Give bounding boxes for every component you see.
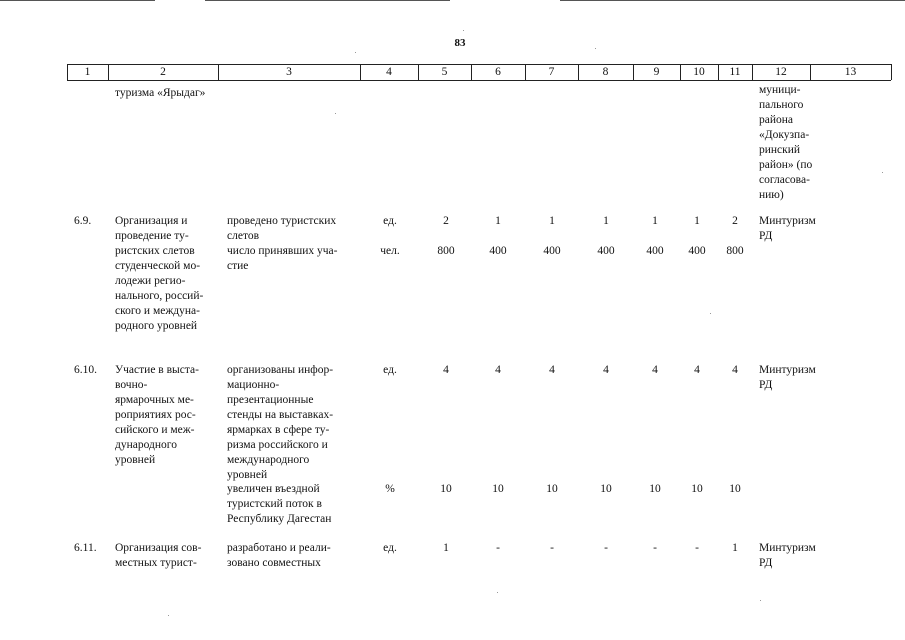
indicator-text-line: слетов bbox=[227, 230, 260, 242]
executor-line: РД bbox=[759, 379, 773, 391]
event-name-line: местных турист- bbox=[115, 557, 197, 569]
year-value-cell: 1 bbox=[443, 542, 449, 554]
year-value-cell: 4 bbox=[495, 364, 501, 376]
unit-cell: ед. bbox=[383, 215, 397, 227]
executor-line: Минтуризм bbox=[759, 542, 816, 554]
unit-cell: ед. bbox=[383, 364, 397, 376]
year-value-cell: - bbox=[653, 542, 657, 554]
header-column-number: 12 bbox=[775, 66, 787, 78]
indicator-text-line: число принявших уча- bbox=[227, 245, 338, 257]
indicator-text-line: ризма российского и bbox=[227, 439, 328, 451]
header-column-number: 10 bbox=[693, 66, 705, 78]
year-value-cell: 10 bbox=[546, 483, 558, 495]
event-name-line: сийского и меж- bbox=[115, 424, 195, 436]
header-column-divider bbox=[891, 64, 892, 80]
year-value-cell: 1 bbox=[603, 215, 609, 227]
indicator-text-line: стенды на выставках- bbox=[227, 409, 334, 421]
indicator-text-line: зовано совместных bbox=[227, 557, 321, 569]
continuation-executor-line: район» (по bbox=[759, 159, 813, 171]
event-name-line: ристских слетов bbox=[115, 245, 195, 257]
continuation-event-name: туризма «Ярыдаг» bbox=[115, 87, 206, 99]
row-number: 6.9. bbox=[74, 215, 92, 227]
year-value-cell: 10 bbox=[492, 483, 504, 495]
header-column-number: 11 bbox=[729, 66, 741, 78]
indicator-text-line: стие bbox=[227, 260, 249, 272]
top-rule-left bbox=[0, 0, 155, 1]
year-value-cell: - bbox=[695, 542, 699, 554]
scan-speck bbox=[882, 172, 883, 173]
executor-line: РД bbox=[759, 230, 773, 242]
row-number: 6.10. bbox=[74, 364, 97, 376]
header-column-number: 4 bbox=[386, 66, 392, 78]
event-name-line: Участие в выста- bbox=[115, 364, 199, 376]
year-value-cell: 4 bbox=[652, 364, 658, 376]
scan-speck bbox=[335, 113, 336, 114]
header-column-number: 2 bbox=[160, 66, 166, 78]
executor-line: Минтуризм bbox=[759, 364, 816, 376]
scan-speck bbox=[168, 615, 169, 616]
year-value-cell: 4 bbox=[603, 364, 609, 376]
year-value-cell: 1 bbox=[694, 215, 700, 227]
executor-line: РД bbox=[759, 557, 773, 569]
indicator-text-line: международного bbox=[227, 454, 310, 466]
year-value-cell: 1 bbox=[732, 542, 738, 554]
year-value-cell: 400 bbox=[489, 245, 507, 257]
page-number: 83 bbox=[454, 37, 466, 49]
year-value-cell: 2 bbox=[732, 215, 738, 227]
scan-speck bbox=[710, 313, 711, 314]
header-column-number: 1 bbox=[84, 66, 91, 78]
year-value-cell: 400 bbox=[543, 245, 561, 257]
top-rule-right bbox=[560, 0, 905, 1]
continuation-executor-line: муници- bbox=[759, 84, 801, 96]
event-name-line: уровней bbox=[115, 454, 156, 466]
continuation-executor-line: района bbox=[759, 114, 794, 126]
year-value-cell: 800 bbox=[437, 245, 455, 257]
scan-speck bbox=[760, 600, 761, 601]
event-name-line: нального, россий- bbox=[115, 290, 204, 302]
year-value-cell: 1 bbox=[495, 215, 501, 227]
continuation-executor-line: ринский bbox=[759, 144, 801, 156]
year-value-cell: 4 bbox=[549, 364, 555, 376]
indicator-text-line: уровней bbox=[227, 469, 268, 481]
year-value-cell: 400 bbox=[597, 245, 615, 257]
year-value-cell: 4 bbox=[443, 364, 449, 376]
unit-cell: чел. bbox=[380, 245, 400, 257]
unit-cell: % bbox=[385, 483, 395, 495]
executor-line: Минтуризм bbox=[759, 215, 816, 227]
header-column-number: 8 bbox=[602, 66, 609, 78]
year-value-cell: 4 bbox=[732, 364, 738, 376]
year-value-cell: 400 bbox=[646, 245, 664, 257]
year-value-cell: - bbox=[604, 542, 608, 554]
year-value-cell: 10 bbox=[440, 483, 452, 495]
continuation-executor-line: пального bbox=[759, 99, 804, 111]
year-value-cell: - bbox=[496, 542, 500, 554]
event-name-line: Организация и bbox=[115, 215, 188, 227]
header-column-number: 13 bbox=[844, 66, 857, 78]
header-column-number: 7 bbox=[548, 66, 555, 78]
year-value-cell: 4 bbox=[694, 364, 700, 376]
year-value-cell: 800 bbox=[726, 245, 744, 257]
year-value-cell: - bbox=[550, 542, 554, 554]
event-name-line: роприятиях рос- bbox=[115, 409, 196, 421]
scan-speck bbox=[463, 30, 464, 31]
scan-speck bbox=[497, 592, 498, 593]
continuation-executor-line: согласова- bbox=[759, 174, 810, 186]
header-column-number: 6 bbox=[495, 66, 501, 78]
indicator-text-line: мационно- bbox=[227, 379, 280, 391]
continuation-executor-line: нию) bbox=[759, 189, 784, 201]
event-name-line: студенческой мо- bbox=[115, 260, 201, 272]
year-value-cell: 10 bbox=[691, 483, 703, 495]
event-name-line: вочно- bbox=[115, 379, 148, 391]
event-name-line: проведение ту- bbox=[115, 230, 189, 242]
indicator-text-line: увеличен въездной bbox=[227, 483, 320, 495]
scan-speck bbox=[355, 52, 356, 53]
year-value-cell: 10 bbox=[600, 483, 612, 495]
indicator-text-line: проведено туристских bbox=[227, 215, 337, 227]
event-name-line: ярмарочных ме- bbox=[115, 394, 194, 406]
indicator-text-line: Республику Дагестан bbox=[227, 513, 332, 525]
scan-speck bbox=[595, 48, 596, 49]
header-column-number: 9 bbox=[653, 66, 660, 78]
indicator-text-line: ярмарках в сфере ту- bbox=[227, 424, 330, 436]
event-name-line: дународного bbox=[115, 439, 177, 451]
event-name-line: лодежи регио- bbox=[115, 275, 186, 287]
event-name-line: Организация сов- bbox=[115, 542, 202, 554]
year-value-cell: 1 bbox=[652, 215, 658, 227]
year-value-cell: 10 bbox=[729, 483, 741, 495]
row-number: 6.11. bbox=[74, 542, 97, 554]
event-name-line: ского и междуна- bbox=[115, 305, 200, 317]
continuation-executor-line: «Докузпа- bbox=[759, 129, 810, 141]
event-name-line: родного уровней bbox=[115, 320, 198, 332]
year-value-cell: 1 bbox=[549, 215, 555, 227]
indicator-text-line: презентационные bbox=[227, 394, 314, 406]
unit-cell: ед. bbox=[383, 542, 397, 554]
indicator-text-line: разработано и реали- bbox=[227, 542, 331, 554]
year-value-cell: 2 bbox=[443, 215, 449, 227]
indicator-text-line: туристский поток в bbox=[227, 498, 322, 510]
header-column-number: 5 bbox=[441, 66, 448, 78]
year-value-cell: 400 bbox=[688, 245, 706, 257]
year-value-cell: 10 bbox=[649, 483, 661, 495]
indicator-text-line: организованы инфор- bbox=[227, 364, 334, 376]
header-column-number: 3 bbox=[286, 66, 292, 78]
top-rule-mid bbox=[205, 0, 450, 1]
